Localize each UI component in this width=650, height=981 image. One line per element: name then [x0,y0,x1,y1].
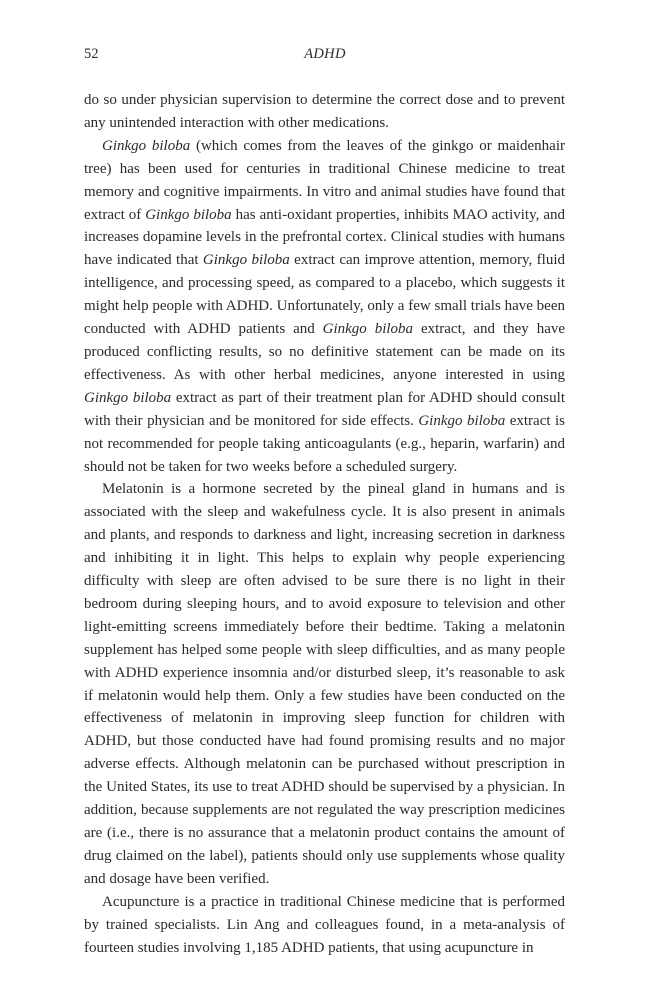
text-run: do so under physician supervision to determine the correct dose and to prevent any unintended interaction with other medications. [84,92,565,131]
italic-term: Ginkgo biloba [145,206,232,223]
italic-term: Ginkgo biloba [102,137,191,154]
paragraph-melatonin [84,478,565,890]
text-run: Melatonin is a hormone secreted by the pineal gland in humans and is associated with the sleep and wakefulness cycle. It is also present in animals and plants, and responds to darkness and light, increasing secretion in darkness and inhibiting it in light. This helps to explain why people experiencing difficulty with sleep are often advised to be sure there is no light in their bedroom during sleeping hours, and to avoid exposure to television and other light-emitting screens immediately before their bedtime. Taking a melatonin supplement has helped some people with sleep difficulties, and as many people with ADHD experience insomnia and/or disturbed sleep, it’s reasonable to ask if melatonin would help them. Only a few studies have been conducted on the effectiveness of melatonin in improving sleep function for children with ADHD, but those conducted have had found promising results and no major adverse effects. Although melatonin can be purchased without prescription in the United States, its use to treat ADHD should be supervised by a physician. In addition, because supplements are not regulated the way prescription medicines are (i.e., there is no assurance that a melatonin product contains the amount of drug claimed on the label), patients should only use supplements whose quality and dosage have been verified. [84,481,565,887]
paragraph-ginkgo-biloba [84,135,565,479]
text-run: extract is not recommended for people taking anticoagulants (e.g., heparin, warfarin) and should not be taken for two weeks before a scheduled surgery. [84,412,566,475]
body-text [84,89,565,959]
italic-term: Ginkgo biloba [202,252,290,269]
italic-term: Ginkgo biloba [418,412,506,429]
page-number: 52 [84,46,99,62]
text-run: Acupuncture is a practice in traditional Chinese medicine that is performed by trained specialists. Lin Ang and colleagues found, in a meta-analysis of fourteen studies involving 1,185 ADHD patients, that using acupuncture in [84,893,565,956]
paragraph-acupuncture [84,891,565,960]
paragraph-continuation [84,89,565,135]
text-run: extract as part of their treatment plan for ADHD should consult with their physician and be monitored for side effects. [84,389,565,429]
text-run: has anti-oxidant properties, inhibits MAO activity, and increases dopamine levels in the prefrontal cortex. Clinical studies with humans have indicated that [84,206,565,269]
text-run: extract can improve attention, memory, fluid intelligence, and processing speed, as compared to a placebo, which suggests it might help people with ADHD. Unfortunately, only a few small trials have been conducted with ADHD patients and [84,252,565,338]
running-head-title: ADHD [304,46,346,62]
text-run: extract, and they have produced conflicting results, so no definitive statement can be made on its effectiveness. As with other herbal medicines, anyone interested in using [84,321,566,383]
text-run: (which comes from the leaves of the ginkgo or maidenhair tree) has been used for centuries in traditional Chinese medicine to treat memory and cognitive impairments. In vitro and animal studies have found that extract of [84,137,565,223]
italic-term: Ginkgo biloba [322,321,414,338]
italic-term: Ginkgo biloba [84,389,172,406]
